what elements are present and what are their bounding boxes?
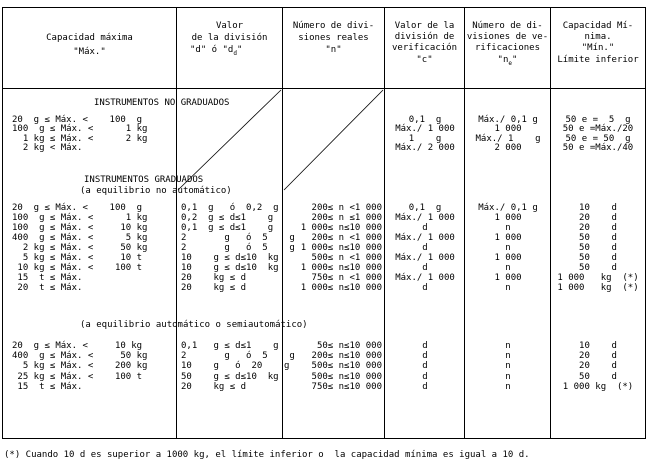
gr-n-cell: 1 000≤ n≤10 000 <box>300 283 382 293</box>
header-n-line1: Número de divi- <box>292 21 375 31</box>
au-ne-cell: n <box>505 341 511 351</box>
ng-ne-cell: 2 000 <box>494 142 522 153</box>
au-n-cell: 500≤ n≤10 000 <box>311 371 382 382</box>
gr-c-cell: Máx./ 1 000 <box>395 233 455 243</box>
gr-n-cell: 1 000≤ n≤10 000 <box>300 223 382 233</box>
au-c-cell: d <box>422 341 428 351</box>
gr-cap-cell: 20 t ≤ Máx. <box>12 283 83 293</box>
au-c-cell: d <box>422 351 428 362</box>
section-no-graduados: INSTRUMENTOS NO GRADUADOS <box>94 98 230 108</box>
au-cap-cell: 20 g ≤ Máx. < 10 kg <box>12 341 143 351</box>
header-min-line2: nima. <box>584 32 612 42</box>
ng-c-cell: Máx./ 1 000 <box>395 124 455 135</box>
gr-c-cell: Máx./ 1 000 <box>395 213 455 223</box>
header-div-line2: de la división <box>191 33 268 43</box>
header-ne-line3: rificaciones <box>474 43 541 53</box>
header-min-line4: Límite inferior <box>557 55 639 65</box>
gr-d-cell: 0,2 g ≤ d≤1 g <box>181 213 274 223</box>
gr-d-cell: 10 g ≤ d≤10 kg <box>181 253 279 263</box>
header-div-line3: "d" ó "$d_d$" <box>190 45 243 57</box>
ng-c-cell: 1 g <box>408 133 442 144</box>
ng-min-cell: 50 e = 50 g <box>565 133 631 144</box>
gr-c-cell: Máx./ 1 000 <box>395 253 455 263</box>
gr-cap-cell: 15 t ≤ Máx. <box>12 273 83 283</box>
au-n-cell: 750≤ n≤10 000 <box>311 381 382 392</box>
gr-c-cell: d <box>422 243 428 253</box>
gr-cap-cell: 2 kg ≤ Máx. < 50 kg <box>12 243 148 253</box>
gr-cap-cell: 20 g ≤ Máx. < 100 g <box>12 203 143 213</box>
ng-cap-cell: 1 kg ≤ Máx. < 2 kg <box>12 133 148 144</box>
au-cap-cell: 400 g ≤ Máx. < 50 kg <box>12 351 148 362</box>
gr-n-cell: 750≤ n <1 000 <box>311 273 382 283</box>
header-ne-line1: Número de di- <box>472 21 543 31</box>
header-c-line4: "c" <box>416 55 433 65</box>
gr-min-cell: 50 d <box>579 253 617 263</box>
au-ne-cell: n <box>505 361 511 372</box>
diagonal-line-count <box>284 90 383 190</box>
au-cap-cell: 5 kg ≤ Máx. < 200 kg <box>12 361 148 372</box>
au-c-cell: d <box>422 361 428 372</box>
header-div-line1: Valor <box>215 21 244 31</box>
ng-cap-cell: 20 g ≤ Máx. < 100 g <box>12 115 143 125</box>
gr-n-cell: 500≤ n <1 000 <box>311 253 382 263</box>
header-ne-line4: "$n_e$" <box>497 55 518 67</box>
au-n-cell: 500≤ n≤10 000 <box>311 361 382 372</box>
header-cap-line2: "Máx." <box>73 47 106 57</box>
au-d-cell: 2 g ó 5 g <box>181 351 295 362</box>
header-min-line3: "Mín." <box>581 43 615 53</box>
au-cap-cell: 25 kg ≤ Máx. < 100 t <box>12 371 143 382</box>
gr-n-cell: 200≤ n <1 000 <box>311 203 382 213</box>
gr-n-cell: 1 000≤ n≤10 000 <box>300 243 382 253</box>
header-ne-line2: visiones de ve- <box>466 32 549 42</box>
ng-c-cell: Máx./ 2 000 <box>395 142 455 153</box>
header-c-line1: Valor de la <box>394 21 455 31</box>
gr-ne-cell: 1 000 <box>494 253 522 263</box>
gr-c-cell: d <box>422 263 428 273</box>
au-d-cell: 50 g ≤ d≤10 kg <box>181 371 279 382</box>
gr-ne-cell: n <box>505 223 511 233</box>
au-d-cell: 20 kg ≤ d <box>181 381 247 392</box>
au-d-cell: 10 g ó 20 g <box>181 361 290 372</box>
section-no-automatico: (a equilibrio no automático) <box>80 186 232 196</box>
au-c-cell: d <box>422 381 428 392</box>
ng-min-cell: 50 e =Máx./40 <box>562 142 634 153</box>
header-n-line3: "n" <box>325 45 342 55</box>
header-c-line2: división de <box>394 32 455 42</box>
ng-ne-cell: Máx./ 1 g <box>475 133 541 144</box>
gr-n-cell: 200≤ n <1 000 <box>311 233 382 243</box>
gr-cap-cell: 400 g ≤ Máx. < 5 kg <box>12 233 148 243</box>
gr-ne-cell: n <box>505 283 511 293</box>
au-min-cell: 20 d <box>579 361 617 372</box>
au-ne-cell: n <box>505 371 511 382</box>
gr-d-cell: 2 g ó 5 g <box>181 243 295 253</box>
au-min-cell: 20 d <box>579 351 617 362</box>
au-n-cell: 50≤ n≤10 000 <box>316 341 382 351</box>
ng-ne-cell: 1 000 <box>494 124 522 135</box>
au-d-cell: 0,1 g ≤ d≤1 g <box>181 341 279 351</box>
gr-ne-cell: n <box>505 263 511 273</box>
gr-min-cell: 50 d <box>579 233 617 243</box>
header-c-line3: verificación <box>391 43 458 53</box>
au-min-cell: 1 000 kg (*) <box>562 381 634 392</box>
gr-min-cell: 1 000 kg (*) <box>557 273 639 283</box>
au-n-cell: 200≤ n≤10 000 <box>311 351 382 362</box>
ng-min-cell: 50 e = 5 g <box>565 115 631 125</box>
gr-d-cell: 0,1 g ≤ d≤1 g <box>181 223 274 233</box>
gr-c-cell: d <box>422 223 428 233</box>
gr-d-cell: 20 kg ≤ d <box>181 273 247 283</box>
au-c-cell: d <box>422 371 428 382</box>
gr-min-cell: 20 d <box>579 213 617 223</box>
ng-cap-cell: 100 g ≤ Máx. < 1 kg <box>12 124 148 135</box>
header-min-line1: Capacidad Mí- <box>562 21 634 31</box>
gr-ne-cell: 1 000 <box>494 273 522 283</box>
section-graduados: INSTRUMENTOS GRADUADOS <box>84 175 204 185</box>
header-cap-line1: Capacidad máxima <box>46 33 133 43</box>
au-cap-cell: 15 t ≤ Máx. <box>12 381 83 392</box>
gr-ne-cell: 1 000 <box>494 213 522 223</box>
au-min-cell: 50 d <box>579 371 617 382</box>
gr-d-cell: 20 kg ≤ d <box>181 283 247 293</box>
ng-cap-cell: 2 kg < Máx. <box>12 142 83 153</box>
gr-min-cell: 10 d <box>579 203 617 213</box>
footnote: (*) Cuando 10 d es superior a 1000 kg, el límite inferior o la capacidad mínima es igual a 10 d. <box>4 450 530 460</box>
gr-n-cell: 1 000≤ n≤10 000 <box>300 263 382 273</box>
gr-cap-cell: 10 kg ≤ Máx. < 100 t <box>12 263 143 273</box>
gr-ne-cell: Máx./ 0,1 g <box>478 203 538 213</box>
gr-cap-cell: 5 kg ≤ Máx. < 10 t <box>12 253 143 263</box>
gr-c-cell: Máx./ 1 000 <box>395 273 455 283</box>
ng-c-cell: 0,1 g <box>408 115 442 125</box>
au-min-cell: 10 d <box>579 341 617 351</box>
gr-cap-cell: 100 g ≤ Máx. < 10 kg <box>12 223 148 233</box>
gr-min-cell: 20 d <box>579 223 617 233</box>
au-ne-cell: n <box>505 381 511 392</box>
gr-ne-cell: 1 000 <box>494 233 522 243</box>
gr-d-cell: 2 g ó 5 g <box>181 233 295 243</box>
gr-cap-cell: 100 g ≤ Máx. < 1 kg <box>12 213 148 223</box>
section-automatico: (a equilibrio automático o semiautomático) <box>80 320 308 330</box>
gr-d-cell: 10 g ≤ d≤10 kg <box>181 263 279 273</box>
ng-ne-cell: Máx./ 0,1 g <box>478 115 538 125</box>
gr-min-cell: 50 d <box>579 263 617 273</box>
gr-c-cell: 0,1 g <box>408 203 442 213</box>
gr-n-cell: 200≤ n ≤1 000 <box>311 213 382 223</box>
gr-c-cell: d <box>422 283 428 293</box>
gr-d-cell: 0,1 g ó 0,2 g <box>181 203 279 213</box>
gr-ne-cell: n <box>505 243 511 253</box>
ng-min-cell: 50 e =Máx./20 <box>562 124 634 135</box>
gr-min-cell: 50 d <box>579 243 617 253</box>
header-n-line2: siones reales <box>298 33 369 43</box>
au-ne-cell: n <box>505 351 511 362</box>
gr-min-cell: 1 000 kg (*) <box>557 283 639 293</box>
